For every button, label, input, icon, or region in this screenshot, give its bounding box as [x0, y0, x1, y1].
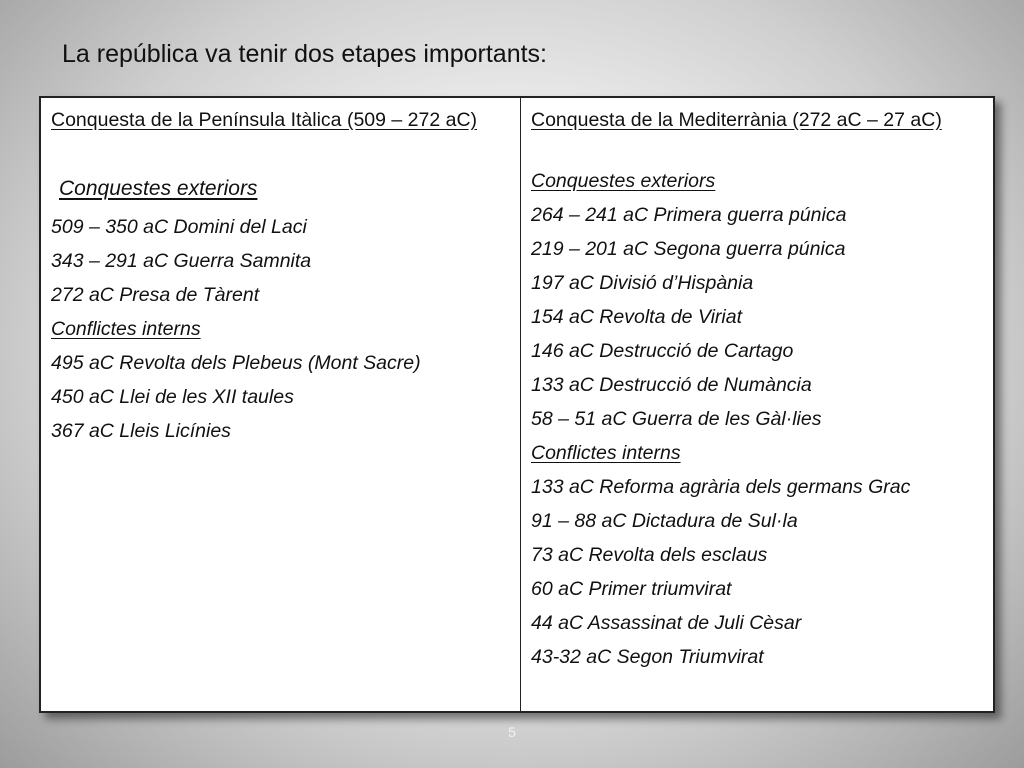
left-internal-item: 367 aC Lleis Licínies — [51, 420, 231, 442]
right-exterior-label: Conquestes exteriors — [531, 170, 716, 192]
right-column-heading: Conquesta de la Mediterrània (272 aC – 27 aC) — [531, 109, 942, 131]
left-internal-item: 495 aC Revolta dels Plebeus (Mont Sacre) — [51, 352, 421, 374]
left-exterior-label: Conquestes exteriors — [59, 177, 258, 200]
right-exterior-item: 58 – 51 aC Guerra de les Gàl·lies — [531, 408, 822, 430]
left-column-heading: Conquesta de la Península Itàlica (509 – 272 aC) — [51, 109, 478, 131]
right-exterior-item: 264 – 241 aC Primera guerra púnica — [531, 204, 847, 226]
right-internal-item: 73 aC Revolta dels esclaus — [531, 544, 768, 566]
left-exterior-item: 343 – 291 aC Guerra Samnita — [51, 250, 312, 272]
right-internal-item: 43-32 aC Segon Triumvirat — [531, 646, 764, 668]
right-internal-item: 60 aC Primer triumvirat — [531, 578, 732, 600]
right-exterior-item: 133 aC Destrucció de Numància — [531, 374, 812, 396]
right-exterior-item: 146 aC Destrucció de Cartago — [531, 340, 794, 362]
left-column-italic-peninsula — [41, 98, 521, 711]
left-internal-label: Conflictes interns — [51, 318, 201, 340]
right-exterior-item: 154 aC Revolta de Viriat — [531, 306, 743, 328]
right-column-mediterranean — [521, 98, 991, 711]
slide-title: La república va tenir dos etapes importants: — [62, 40, 547, 68]
right-exterior-item: 197 aC Divisió d’Hispània — [531, 272, 754, 294]
timeline-table — [39, 96, 995, 713]
left-exterior-item: 272 aC Presa de Tàrent — [51, 284, 260, 306]
right-exterior-item: 219 – 201 aC Segona guerra púnica — [531, 238, 846, 260]
right-internal-label: Conflictes interns — [531, 442, 681, 464]
right-internal-item: 133 aC Reforma agrària dels germans Grac — [531, 476, 911, 498]
left-internal-item: 450 aC Llei de les XII taules — [51, 386, 294, 408]
left-exterior-item: 509 – 350 aC Domini del Laci — [51, 216, 307, 238]
right-internal-item: 44 aC Assassinat de Juli Cèsar — [531, 612, 802, 634]
right-internal-item: 91 – 88 aC Dictadura de Sul·la — [531, 510, 798, 532]
page-number: 5 — [508, 724, 516, 740]
